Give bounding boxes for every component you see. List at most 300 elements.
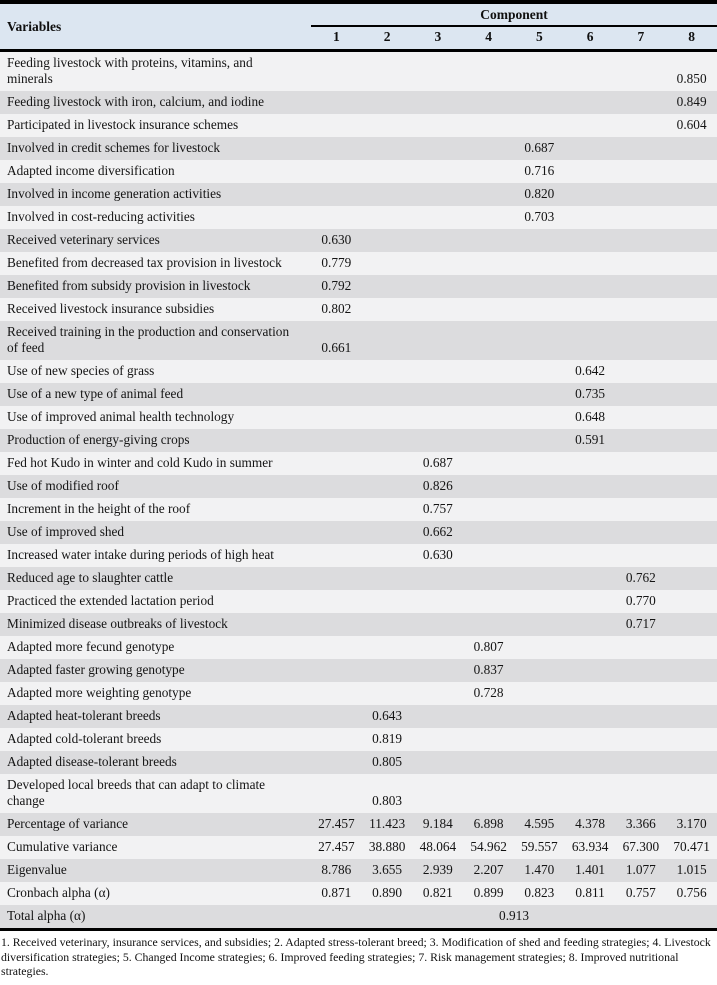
table-row <box>0 137 717 160</box>
loading-value <box>362 51 413 92</box>
variable-label: Fed hot Kudo in winter and cold Kudo in summer <box>7 455 273 470</box>
loading-value <box>413 682 464 705</box>
loading-value: 67.300 <box>622 839 660 854</box>
table-row <box>0 682 717 705</box>
variable-label: Eigenvalue <box>7 862 67 877</box>
component-column-header: 8 <box>666 26 717 51</box>
loading-value <box>616 91 667 114</box>
loading-value <box>311 360 362 383</box>
loading-value <box>463 406 514 429</box>
loading-value <box>666 728 717 751</box>
header-row-component <box>0 2 717 26</box>
loading-value <box>311 429 362 452</box>
loading-value: 4.595 <box>524 816 555 831</box>
loading-value <box>463 114 514 137</box>
loading-value: 0.687 <box>524 140 555 155</box>
loading-value <box>565 590 616 613</box>
loading-value <box>413 137 464 160</box>
variable-label: Received livestock insurance subsidies <box>7 301 215 316</box>
loading-value <box>311 406 362 429</box>
loading-value <box>616 521 667 544</box>
table-row <box>0 774 717 813</box>
loading-value <box>616 429 667 452</box>
component-column-header: 4 <box>463 26 514 51</box>
loading-value <box>666 544 717 567</box>
loading-value: 0.819 <box>372 731 403 746</box>
variable-label: Received training in the production and conservation of feed <box>7 324 290 355</box>
loading-value <box>463 728 514 751</box>
loading-value <box>514 636 565 659</box>
loading-value <box>616 137 667 160</box>
loading-value <box>413 160 464 183</box>
loading-value <box>666 613 717 636</box>
component-column-header: 7 <box>616 26 667 51</box>
variable-label: Feeding livestock with proteins, vitamins, and minerals <box>7 55 253 86</box>
loading-value <box>514 252 565 275</box>
loading-value <box>565 160 616 183</box>
loading-value <box>463 498 514 521</box>
loading-value <box>514 452 565 475</box>
loading-value <box>311 751 362 774</box>
loading-value: 0.643 <box>372 708 403 723</box>
table-row <box>0 321 717 360</box>
variable-label: Use of improved animal health technology <box>7 409 235 424</box>
loading-value <box>616 383 667 406</box>
loading-value <box>514 774 565 813</box>
loading-value <box>565 298 616 321</box>
table-row <box>0 183 717 206</box>
table-row <box>0 813 717 836</box>
loading-value <box>413 91 464 114</box>
loading-value <box>463 544 514 567</box>
component-column-header: 2 <box>362 26 413 51</box>
variable-label: Total alpha (α) <box>7 908 86 923</box>
loading-value <box>616 160 667 183</box>
loading-value <box>666 406 717 429</box>
loading-value <box>311 544 362 567</box>
table-row <box>0 91 717 114</box>
table-header <box>0 2 717 51</box>
loading-value <box>514 613 565 636</box>
loading-value <box>413 774 464 813</box>
loading-value <box>616 452 667 475</box>
loading-value <box>514 114 565 137</box>
loading-value: 11.423 <box>369 816 406 831</box>
loading-value: 0.687 <box>422 455 453 470</box>
loading-value <box>565 705 616 728</box>
loading-value <box>514 406 565 429</box>
variable-label: Practiced the extended lactation period <box>7 593 214 608</box>
table-row <box>0 905 717 930</box>
loading-value: 3.170 <box>676 816 707 831</box>
loading-value <box>666 498 717 521</box>
loading-value <box>514 728 565 751</box>
table-row <box>0 383 717 406</box>
loading-value: 3.366 <box>625 816 656 831</box>
variable-label: Use of new species of grass <box>7 363 155 378</box>
loading-value <box>514 321 565 360</box>
table-row <box>0 567 717 590</box>
table-footnote: 1. Received veterinary, insurance services, and subsidies; 2. Adapted stress-tolerant breed; 3. Modification of shed and feeding strategies; 4. Livestock diversification strategies; 5. Changed Income strategies; 6. Improved feeding strategies; 7. Risk management strategies; 8. Improved nutritional strategies. <box>1 935 711 979</box>
loading-value: 0.850 <box>676 71 707 86</box>
loading-value <box>514 567 565 590</box>
loading-value <box>362 429 413 452</box>
loading-value <box>514 659 565 682</box>
loading-value <box>463 429 514 452</box>
loading-value: 0.630 <box>321 232 352 247</box>
loading-value: 1.015 <box>676 862 707 877</box>
loading-value <box>362 613 413 636</box>
loading-value <box>463 91 514 114</box>
loading-value <box>362 275 413 298</box>
loading-value: 2.207 <box>473 862 504 877</box>
variable-label: Participated in livestock insurance schemes <box>7 117 239 132</box>
loading-value <box>362 567 413 590</box>
loading-value: 0.820 <box>524 186 555 201</box>
loading-value <box>666 252 717 275</box>
loading-value <box>463 51 514 92</box>
loading-value <box>666 636 717 659</box>
loading-value <box>514 91 565 114</box>
loading-value <box>616 728 667 751</box>
component-column-header: 3 <box>413 26 464 51</box>
loading-value <box>514 229 565 252</box>
loading-value: 0.662 <box>422 524 453 539</box>
loading-value <box>616 682 667 705</box>
loading-value: 0.642 <box>575 363 606 378</box>
loading-value <box>514 360 565 383</box>
variable-label: Involved in income generation activities <box>7 186 222 201</box>
loading-value: 4.378 <box>575 816 606 831</box>
loading-value: 6.898 <box>473 816 504 831</box>
table-row <box>0 659 717 682</box>
loading-value <box>565 51 616 92</box>
variable-label: Adapted heat-tolerant breeds <box>7 708 161 723</box>
loading-value <box>463 183 514 206</box>
table-row <box>0 636 717 659</box>
table-row <box>0 590 717 613</box>
variable-label: Benefited from subsidy provision in livestock <box>7 278 251 293</box>
loading-value <box>565 137 616 160</box>
loading-value <box>311 452 362 475</box>
table-row <box>0 728 717 751</box>
loading-value <box>514 521 565 544</box>
loading-value <box>616 321 667 360</box>
loading-value <box>413 613 464 636</box>
loading-value <box>413 114 464 137</box>
loading-value: 27.457 <box>318 816 355 831</box>
loading-value <box>362 475 413 498</box>
loading-value: 0.735 <box>575 386 606 401</box>
loading-value <box>565 229 616 252</box>
variable-label: Adapted more fecund genotype <box>7 639 175 654</box>
loading-value <box>362 590 413 613</box>
loading-value <box>565 544 616 567</box>
loading-value <box>514 383 565 406</box>
loading-value <box>666 229 717 252</box>
loading-value <box>666 705 717 728</box>
variable-label: Cumulative variance <box>7 839 118 854</box>
variable-label: Reduced age to slaughter cattle <box>7 570 174 585</box>
loading-value <box>565 183 616 206</box>
variables-column-header: Variables <box>0 2 311 51</box>
loading-value: 0.703 <box>524 209 555 224</box>
loading-value <box>666 567 717 590</box>
loading-value <box>463 567 514 590</box>
variable-label: Increment in the height of the roof <box>7 501 191 516</box>
loading-value <box>463 360 514 383</box>
loading-value: 0.802 <box>321 301 352 316</box>
loading-value: 0.756 <box>676 885 707 900</box>
loading-value <box>514 498 565 521</box>
component-column-header: 1 <box>311 26 362 51</box>
loading-value <box>413 229 464 252</box>
loading-value <box>362 659 413 682</box>
loading-value <box>666 160 717 183</box>
loading-value <box>362 114 413 137</box>
variable-label: Involved in cost-reducing activities <box>7 209 195 224</box>
component-column-header: 6 <box>565 26 616 51</box>
loading-value <box>413 51 464 92</box>
table-row <box>0 521 717 544</box>
loading-value <box>362 91 413 114</box>
loading-value <box>413 206 464 229</box>
loading-value: 0.716 <box>524 163 555 178</box>
loading-value <box>311 659 362 682</box>
loading-value: 0.779 <box>321 255 352 270</box>
loading-value: 0.661 <box>321 340 352 355</box>
loading-value <box>413 567 464 590</box>
loading-value: 2.939 <box>422 862 453 877</box>
loading-value <box>616 229 667 252</box>
loading-value <box>616 774 667 813</box>
loading-value <box>311 160 362 183</box>
loading-value <box>362 521 413 544</box>
loading-value <box>666 206 717 229</box>
loading-value: 27.457 <box>318 839 355 854</box>
loading-value <box>463 206 514 229</box>
table-row <box>0 613 717 636</box>
loading-value: 0.803 <box>372 793 403 808</box>
variable-label: Received veterinary services <box>7 232 160 247</box>
loading-value <box>616 206 667 229</box>
loading-value <box>362 360 413 383</box>
loading-value: 0.826 <box>422 478 453 493</box>
loading-value: 0.757 <box>422 501 453 516</box>
loading-value <box>565 774 616 813</box>
loading-value <box>565 252 616 275</box>
loading-value <box>362 636 413 659</box>
variable-label: Adapted income diversification <box>7 163 175 178</box>
variable-label: Involved in credit schemes for livestock <box>7 140 221 155</box>
variable-label: Adapted faster growing genotype <box>7 662 185 677</box>
table-row <box>0 406 717 429</box>
variable-label: Feeding livestock with iron, calcium, and iodine <box>7 94 265 109</box>
loading-value: 63.934 <box>571 839 609 854</box>
loading-value <box>616 298 667 321</box>
loading-value <box>311 498 362 521</box>
loading-value <box>311 613 362 636</box>
loading-value: 0.811 <box>575 885 605 900</box>
loading-value <box>565 452 616 475</box>
loading-value <box>616 114 667 137</box>
loading-value <box>463 452 514 475</box>
loading-value <box>311 206 362 229</box>
variable-label: Benefited from decreased tax provision in livestock <box>7 255 282 270</box>
table-row <box>0 298 717 321</box>
loading-value <box>362 544 413 567</box>
loading-value <box>463 275 514 298</box>
loading-value <box>565 682 616 705</box>
loading-value <box>463 521 514 544</box>
loading-value <box>311 636 362 659</box>
loading-value <box>616 360 667 383</box>
loading-value <box>463 613 514 636</box>
loading-value <box>362 206 413 229</box>
loading-value <box>514 475 565 498</box>
loading-value <box>666 774 717 813</box>
loading-value <box>413 728 464 751</box>
loading-value: 1.470 <box>524 862 555 877</box>
loading-value <box>616 406 667 429</box>
loading-value <box>413 751 464 774</box>
loading-value <box>311 137 362 160</box>
table-body <box>0 51 717 930</box>
loading-value <box>413 429 464 452</box>
loading-value: 0.805 <box>372 754 403 769</box>
loading-value: 0.717 <box>625 616 656 631</box>
loading-value: 9.184 <box>422 816 453 831</box>
loading-value <box>413 590 464 613</box>
table-row <box>0 360 717 383</box>
loading-value: 1.401 <box>575 862 606 877</box>
table-row <box>0 252 717 275</box>
loading-value <box>362 298 413 321</box>
loading-value <box>565 751 616 774</box>
loading-value <box>565 567 616 590</box>
variable-label: Use of improved shed <box>7 524 125 539</box>
loading-value <box>311 590 362 613</box>
loading-value <box>666 682 717 705</box>
loading-value: 70.471 <box>673 839 710 854</box>
loading-value <box>666 137 717 160</box>
variable-label: Percentage of variance <box>7 816 129 831</box>
loading-value: 0.899 <box>473 885 504 900</box>
loading-value <box>311 383 362 406</box>
table-row <box>0 836 717 859</box>
table-row <box>0 275 717 298</box>
loading-value: 0.849 <box>676 94 707 109</box>
table-row <box>0 452 717 475</box>
variable-label: Use of modified roof <box>7 478 119 493</box>
loading-value: 38.880 <box>368 839 406 854</box>
loading-value: 0.591 <box>575 432 606 447</box>
loading-value <box>666 521 717 544</box>
loading-value <box>666 360 717 383</box>
loading-value <box>565 728 616 751</box>
loading-value <box>514 275 565 298</box>
variable-label: Adapted disease-tolerant breeds <box>7 754 177 769</box>
loading-value <box>616 275 667 298</box>
loading-value <box>362 406 413 429</box>
loading-value: 1.077 <box>625 862 656 877</box>
loading-value <box>463 321 514 360</box>
loading-value <box>514 682 565 705</box>
loading-value <box>666 275 717 298</box>
table-row <box>0 475 717 498</box>
loading-value <box>666 590 717 613</box>
loading-value <box>565 636 616 659</box>
loading-value <box>311 567 362 590</box>
table-row <box>0 751 717 774</box>
table-row <box>0 160 717 183</box>
loading-value <box>565 498 616 521</box>
loading-value <box>362 137 413 160</box>
loading-value <box>463 137 514 160</box>
loading-value <box>311 51 362 92</box>
table-row <box>0 705 717 728</box>
loading-value <box>565 613 616 636</box>
loading-value <box>616 705 667 728</box>
loading-value <box>666 321 717 360</box>
loading-value <box>463 383 514 406</box>
loading-value: 0.630 <box>422 547 453 562</box>
loading-value <box>565 114 616 137</box>
table-row <box>0 51 717 92</box>
loading-value: 0.757 <box>625 885 656 900</box>
loading-value: 59.557 <box>521 839 558 854</box>
loading-value <box>565 206 616 229</box>
loading-value <box>413 252 464 275</box>
loading-value <box>463 160 514 183</box>
loading-value <box>514 751 565 774</box>
loading-value <box>463 705 514 728</box>
loading-value: 8.786 <box>321 862 352 877</box>
loading-value: 0.890 <box>372 885 403 900</box>
loading-value: 0.728 <box>473 685 504 700</box>
loading-value <box>463 774 514 813</box>
loading-value <box>362 229 413 252</box>
loading-value <box>616 544 667 567</box>
loading-value <box>413 705 464 728</box>
variable-label: Production of energy-giving crops <box>7 432 190 447</box>
variable-label: Developed local breeds that can adapt to climate change <box>7 777 266 808</box>
table-row <box>0 859 717 882</box>
loading-value <box>311 774 362 813</box>
loading-value <box>413 659 464 682</box>
loading-value <box>413 636 464 659</box>
loading-value <box>362 682 413 705</box>
loading-value <box>362 321 413 360</box>
loading-value: 0.792 <box>321 278 352 293</box>
table-row <box>0 229 717 252</box>
loading-value <box>362 160 413 183</box>
loading-value <box>666 298 717 321</box>
loading-value <box>666 751 717 774</box>
loading-value <box>413 321 464 360</box>
loading-value: 0.837 <box>473 662 504 677</box>
loading-value <box>565 521 616 544</box>
loading-value <box>311 521 362 544</box>
loading-value <box>463 229 514 252</box>
loading-value <box>463 298 514 321</box>
loading-value <box>514 544 565 567</box>
loading-value <box>413 275 464 298</box>
loading-value: 3.655 <box>372 862 403 877</box>
loading-value <box>463 252 514 275</box>
table-row <box>0 498 717 521</box>
loading-value: 0.823 <box>524 885 555 900</box>
